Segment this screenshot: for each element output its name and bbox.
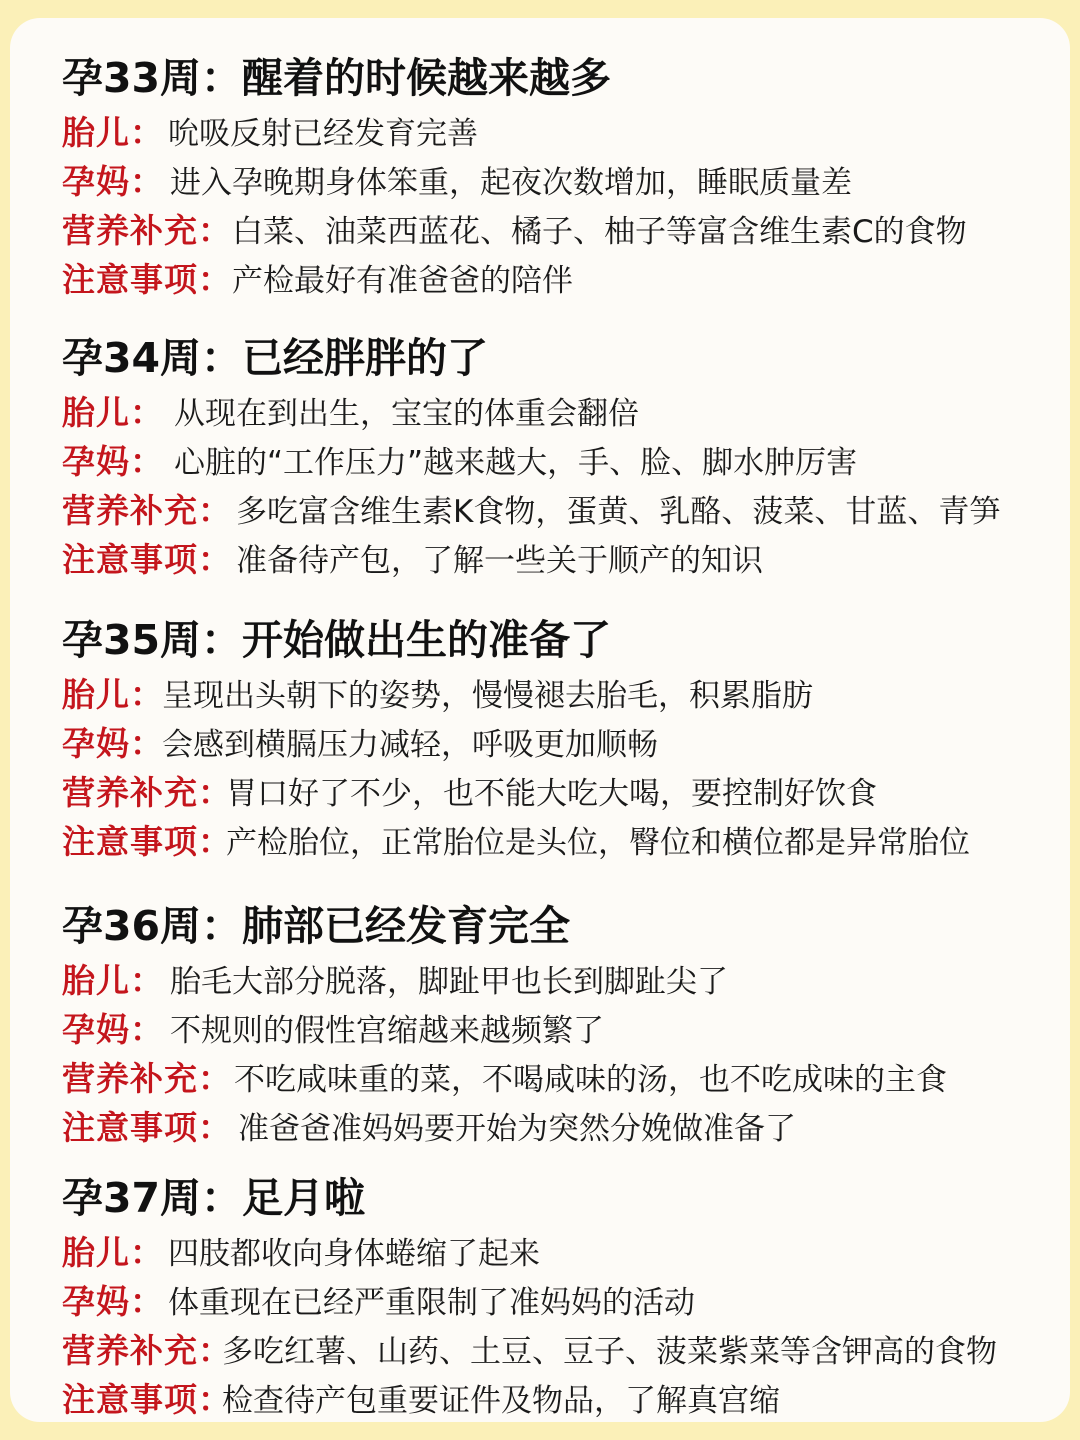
fetus-row xyxy=(62,1228,1062,1277)
notes-value: 产检胎位，正常胎位是头位，臀位和横位都是异常胎位 xyxy=(226,825,970,861)
mother-label: 孕妈： xyxy=(62,724,164,763)
week-35-section xyxy=(62,610,1062,866)
mother-label: 孕妈： xyxy=(62,1010,164,1049)
mother-value: 体重现在已经严重限制了准妈妈的活动 xyxy=(168,1285,695,1321)
mother-row xyxy=(62,1005,1062,1054)
fetus-value: 从现在到出生，宝宝的体重会翻倍 xyxy=(174,396,639,432)
fetus-value: 四肢都收向身体蜷缩了起来 xyxy=(168,1236,540,1272)
fetus-label: 胎儿： xyxy=(62,113,164,152)
notes-row xyxy=(62,255,1062,304)
week-36-section xyxy=(62,896,1062,1152)
mother-row xyxy=(62,157,1062,206)
week-35-title: 孕35周：开始做出生的准备了 xyxy=(62,616,612,664)
week-34-title: 孕34周：已经胖胖的了 xyxy=(62,334,489,382)
fetus-label: 胎儿： xyxy=(62,393,164,432)
mother-value: 心脏的“工作压力”越来越大，手、脸、脚水肿厉害 xyxy=(174,445,858,481)
notes-value: 检查待产包重要证件及物品，了解真宫缩 xyxy=(222,1383,780,1419)
fetus-label: 胎儿： xyxy=(62,675,164,714)
fetus-row xyxy=(62,388,1062,437)
week-33-section xyxy=(62,48,1062,304)
notes-value: 准爸爸准妈妈要开始为突然分娩做准备了 xyxy=(238,1111,796,1147)
week-34-section xyxy=(62,328,1062,584)
fetus-value: 吮吸反射已经发育完善 xyxy=(168,116,478,152)
nutrition-row xyxy=(62,1326,1062,1375)
nutrition-value: 不吃咸味重的菜，不喝咸味的汤，也不吃成味的主食 xyxy=(234,1062,947,1098)
mother-label: 孕妈： xyxy=(62,162,164,201)
nutrition-label: 营养补充： xyxy=(62,1059,232,1098)
mother-label: 孕妈： xyxy=(62,1282,164,1321)
nutrition-label: 营养补充： xyxy=(62,1331,232,1370)
nutrition-value: 白菜、油菜西蓝花、橘子、柚子等富含维生素C的食物 xyxy=(232,214,967,250)
nutrition-row xyxy=(62,1054,1062,1103)
notes-label: 注意事项： xyxy=(62,1108,232,1147)
fetus-row xyxy=(62,670,1062,719)
notes-row xyxy=(62,535,1062,584)
notes-label: 注意事项： xyxy=(62,540,232,579)
notes-row xyxy=(62,1103,1062,1152)
nutrition-label: 营养补充： xyxy=(62,491,232,530)
mother-value: 进入孕晚期身体笨重，起夜次数增加，睡眠质量差 xyxy=(170,165,852,201)
nutrition-row xyxy=(62,768,1062,817)
week-37-section xyxy=(62,1168,1062,1424)
nutrition-value: 多吃红薯、山药、土豆、豆子、菠菜紫菜等含钾高的食物 xyxy=(222,1334,997,1370)
nutrition-row xyxy=(62,206,1062,255)
mother-row xyxy=(62,1277,1062,1326)
notes-label: 注意事项： xyxy=(62,1380,232,1419)
notes-row xyxy=(62,1375,1062,1424)
nutrition-value: 胃口好了不少，也不能大吃大喝，要控制好饮食 xyxy=(226,776,877,812)
fetus-label: 胎儿： xyxy=(62,1233,164,1272)
notes-value: 产检最好有准爸爸的陪伴 xyxy=(232,263,573,299)
fetus-value: 呈现出头朝下的姿势，慢慢褪去胎毛，积累脂肪 xyxy=(162,678,813,714)
week-37-title: 孕37周：足月啦 xyxy=(62,1174,366,1222)
fetus-value: 胎毛大部分脱落，脚趾甲也长到脚趾尖了 xyxy=(170,964,728,1000)
nutrition-row xyxy=(62,486,1062,535)
mother-value: 会感到横膈压力减轻，呼吸更加顺畅 xyxy=(162,727,658,763)
week-36-title: 孕36周：肺部已经发育完全 xyxy=(62,902,571,950)
notes-value: 准备待产包，了解一些关于顺产的知识 xyxy=(236,543,763,579)
fetus-row xyxy=(62,108,1062,157)
fetus-label: 胎儿： xyxy=(62,961,164,1000)
notes-row xyxy=(62,817,1062,866)
week-33-title: 孕33周：醒着的时候越来越多 xyxy=(62,54,612,102)
notes-label: 注意事项： xyxy=(62,822,232,861)
mother-value: 不规则的假性宫缩越来越频繁了 xyxy=(170,1013,604,1049)
nutrition-value: 多吃富含维生素K食物，蛋黄、乳酪、菠菜、甘蓝、青笋 xyxy=(236,494,1001,530)
notes-label: 注意事项： xyxy=(62,260,232,299)
mother-label: 孕妈： xyxy=(62,442,164,481)
mother-row xyxy=(62,437,1062,486)
mother-row xyxy=(62,719,1062,768)
nutrition-label: 营养补充： xyxy=(62,773,232,812)
fetus-row xyxy=(62,956,1062,1005)
nutrition-label: 营养补充： xyxy=(62,211,232,250)
